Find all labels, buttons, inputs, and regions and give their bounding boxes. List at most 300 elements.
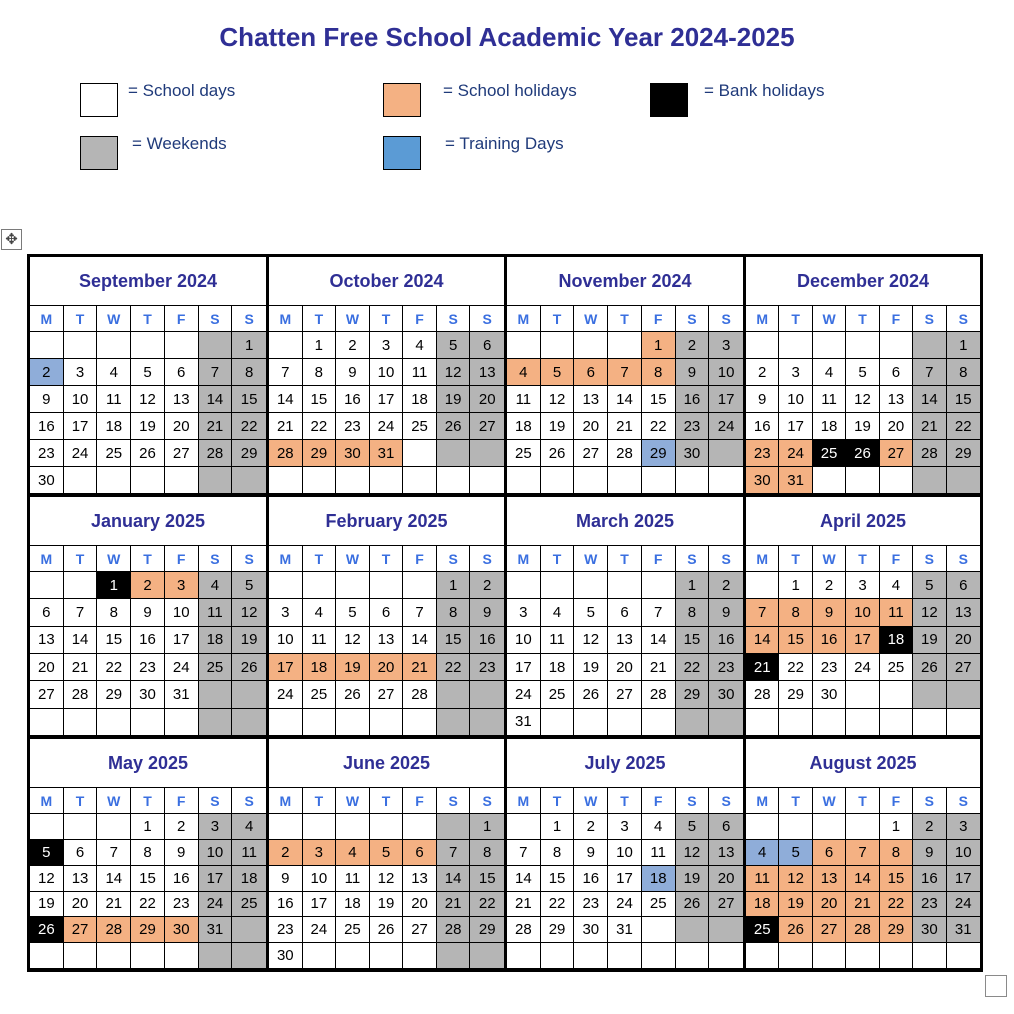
day-cell: 4 xyxy=(642,814,676,840)
day-cell: 9 xyxy=(813,599,846,626)
day-cell: 24 xyxy=(199,892,233,918)
day-cell: 4 xyxy=(336,840,370,866)
day-cell: 8 xyxy=(437,599,471,626)
weekday-header: S xyxy=(470,546,504,572)
day-cell: 12 xyxy=(846,386,879,413)
day-cell: 23 xyxy=(269,917,303,943)
day-cell: 23 xyxy=(813,654,846,681)
day-cell: 6 xyxy=(709,814,743,840)
empty-cell xyxy=(336,814,370,840)
day-cell: 22 xyxy=(437,654,471,681)
day-cell: 19 xyxy=(437,386,471,413)
day-cell: 8 xyxy=(947,359,980,386)
day-cell: 2 xyxy=(746,359,779,386)
legend-school-holidays xyxy=(383,83,577,117)
day-cell: 24 xyxy=(269,681,303,708)
month-title: May 2025 xyxy=(107,752,189,773)
day-cell: 28 xyxy=(913,440,946,467)
empty-cell xyxy=(947,681,980,708)
day-cell: 19 xyxy=(370,892,404,918)
day-cell: 14 xyxy=(437,866,471,892)
day-cell: 14 xyxy=(608,386,642,413)
day-cell: 18 xyxy=(746,892,779,918)
weekday-header: M xyxy=(507,306,541,332)
day-cell: 12 xyxy=(437,359,471,386)
empty-cell xyxy=(813,467,846,494)
day-cell: 26 xyxy=(232,654,266,681)
empty-cell xyxy=(97,467,131,494)
day-cell: 30 xyxy=(30,467,64,494)
day-cell: 25 xyxy=(336,917,370,943)
day-cell: 7 xyxy=(642,599,676,626)
day-cell: 11 xyxy=(746,866,779,892)
day-cell: 24 xyxy=(165,654,199,681)
day-cell: 10 xyxy=(199,840,233,866)
day-cell: 7 xyxy=(269,359,303,386)
day-cell: 23 xyxy=(574,892,608,918)
weekday-header: T xyxy=(541,788,575,814)
day-cell: 14 xyxy=(97,866,131,892)
weekday-header: T xyxy=(64,546,98,572)
month-block xyxy=(746,257,980,497)
day-cell: 27 xyxy=(165,440,199,467)
empty-cell xyxy=(30,332,64,359)
day-cell: 4 xyxy=(303,599,337,626)
weekday-header: S xyxy=(470,306,504,332)
day-cell: 27 xyxy=(370,681,404,708)
empty-cell xyxy=(232,467,266,494)
day-cell: 7 xyxy=(199,359,233,386)
empty-cell xyxy=(541,709,575,736)
empty-cell xyxy=(470,709,504,736)
day-cell: 21 xyxy=(97,892,131,918)
day-cell: 13 xyxy=(608,627,642,654)
empty-cell xyxy=(913,467,946,494)
day-cell: 9 xyxy=(165,840,199,866)
day-cell: 26 xyxy=(676,892,710,918)
day-cell: 16 xyxy=(470,627,504,654)
month-title: October 2024 xyxy=(329,270,444,291)
empty-cell xyxy=(370,814,404,840)
day-cell: 13 xyxy=(403,866,437,892)
weekday-header: T xyxy=(370,546,404,572)
day-cell: 28 xyxy=(199,440,233,467)
empty-cell xyxy=(507,467,541,494)
weekday-header: S xyxy=(676,788,710,814)
day-cell: 3 xyxy=(64,359,98,386)
day-cell: 28 xyxy=(269,440,303,467)
weekday-header: T xyxy=(608,788,642,814)
day-cell: 22 xyxy=(676,654,710,681)
empty-cell xyxy=(574,332,608,359)
empty-cell xyxy=(269,332,303,359)
day-cell: 5 xyxy=(370,840,404,866)
empty-cell xyxy=(947,943,980,969)
day-cell: 18 xyxy=(813,413,846,440)
day-cell: 20 xyxy=(370,654,404,681)
month-grid xyxy=(746,545,980,736)
weekday-header: W xyxy=(813,306,846,332)
day-cell: 14 xyxy=(199,386,233,413)
day-cell: 27 xyxy=(470,413,504,440)
day-cell: 15 xyxy=(470,866,504,892)
empty-cell xyxy=(880,943,913,969)
weekday-header: S xyxy=(947,546,980,572)
day-cell: 25 xyxy=(403,413,437,440)
empty-cell xyxy=(709,440,743,467)
day-cell: 25 xyxy=(199,654,233,681)
weekday-header: F xyxy=(642,306,676,332)
day-cell: 6 xyxy=(30,599,64,626)
day-cell: 5 xyxy=(30,840,64,866)
day-cell: 13 xyxy=(709,840,743,866)
day-cell: 27 xyxy=(608,681,642,708)
empty-cell xyxy=(913,681,946,708)
day-cell: 17 xyxy=(165,627,199,654)
day-cell: 12 xyxy=(30,866,64,892)
empty-cell xyxy=(709,943,743,969)
day-cell: 8 xyxy=(232,359,266,386)
month-title: January 2025 xyxy=(90,510,206,531)
day-cell: 25 xyxy=(880,654,913,681)
legend-school-days xyxy=(80,83,235,117)
empty-cell xyxy=(574,467,608,494)
day-cell: 14 xyxy=(403,627,437,654)
day-cell: 18 xyxy=(97,413,131,440)
day-cell: 29 xyxy=(303,440,337,467)
empty-cell xyxy=(437,681,471,708)
day-cell: 21 xyxy=(507,892,541,918)
day-cell: 7 xyxy=(437,840,471,866)
day-cell: 31 xyxy=(370,440,404,467)
day-cell: 13 xyxy=(165,386,199,413)
empty-cell xyxy=(437,467,471,494)
day-cell: 9 xyxy=(746,386,779,413)
empty-cell xyxy=(507,332,541,359)
weekday-header: W xyxy=(97,306,131,332)
day-cell: 10 xyxy=(64,386,98,413)
weekday-header: S xyxy=(947,306,980,332)
day-cell: 29 xyxy=(947,440,980,467)
day-cell: 6 xyxy=(880,359,913,386)
day-cell: 1 xyxy=(947,332,980,359)
weekday-header: S xyxy=(913,306,946,332)
empty-cell xyxy=(64,709,98,736)
month-block xyxy=(269,257,507,497)
day-cell: 14 xyxy=(642,627,676,654)
empty-cell xyxy=(507,814,541,840)
empty-cell xyxy=(709,709,743,736)
day-cell: 7 xyxy=(846,840,879,866)
weekday-header: S xyxy=(676,306,710,332)
empty-cell xyxy=(813,943,846,969)
empty-cell xyxy=(746,814,779,840)
day-cell: 9 xyxy=(913,840,946,866)
day-cell: 8 xyxy=(541,840,575,866)
day-cell: 5 xyxy=(676,814,710,840)
empty-cell xyxy=(437,814,471,840)
day-cell: 21 xyxy=(64,654,98,681)
weekday-header: T xyxy=(846,306,879,332)
day-cell: 23 xyxy=(336,413,370,440)
day-cell: 24 xyxy=(507,681,541,708)
empty-cell xyxy=(403,572,437,599)
empty-cell xyxy=(199,332,233,359)
calendar-table xyxy=(27,254,983,972)
day-cell: 15 xyxy=(97,627,131,654)
day-cell: 22 xyxy=(97,654,131,681)
day-cell: 28 xyxy=(437,917,471,943)
day-cell: 2 xyxy=(574,814,608,840)
day-cell: 28 xyxy=(642,681,676,708)
month-block xyxy=(30,497,269,739)
day-cell: 18 xyxy=(199,627,233,654)
day-cell: 23 xyxy=(30,440,64,467)
day-cell: 31 xyxy=(947,917,980,943)
empty-cell xyxy=(199,467,233,494)
empty-cell xyxy=(709,917,743,943)
empty-cell xyxy=(541,572,575,599)
day-cell: 11 xyxy=(97,386,131,413)
day-cell: 6 xyxy=(370,599,404,626)
empty-cell xyxy=(336,709,370,736)
month-grid xyxy=(269,787,504,969)
day-cell: 4 xyxy=(507,359,541,386)
day-cell: 25 xyxy=(232,892,266,918)
day-cell: 24 xyxy=(608,892,642,918)
day-cell: 8 xyxy=(779,599,812,626)
month-grid xyxy=(30,787,266,969)
month-block xyxy=(507,497,746,739)
day-cell: 5 xyxy=(913,572,946,599)
weekday-header: T xyxy=(131,788,165,814)
day-cell: 19 xyxy=(846,413,879,440)
month-block xyxy=(507,257,746,497)
empty-cell xyxy=(507,572,541,599)
day-cell: 4 xyxy=(232,814,266,840)
day-cell: 19 xyxy=(541,413,575,440)
day-cell: 31 xyxy=(507,709,541,736)
day-cell: 22 xyxy=(880,892,913,918)
day-cell: 1 xyxy=(303,332,337,359)
day-cell: 9 xyxy=(676,359,710,386)
weekday-header: W xyxy=(574,306,608,332)
day-cell: 17 xyxy=(269,654,303,681)
day-cell: 27 xyxy=(30,681,64,708)
day-cell: 11 xyxy=(642,840,676,866)
day-cell: 5 xyxy=(437,332,471,359)
weekday-header: T xyxy=(370,306,404,332)
empty-cell xyxy=(437,440,471,467)
empty-cell xyxy=(846,681,879,708)
legend-training-days xyxy=(383,136,564,170)
day-cell: 27 xyxy=(403,917,437,943)
day-cell: 16 xyxy=(676,386,710,413)
day-cell: 5 xyxy=(336,599,370,626)
weekday-header: T xyxy=(370,788,404,814)
month-title: August 2025 xyxy=(809,752,917,773)
empty-cell xyxy=(880,709,913,736)
empty-cell xyxy=(131,709,165,736)
day-cell: 30 xyxy=(709,681,743,708)
empty-cell xyxy=(336,943,370,969)
day-cell: 30 xyxy=(574,917,608,943)
day-cell: 16 xyxy=(813,627,846,654)
empty-cell xyxy=(608,332,642,359)
day-cell: 14 xyxy=(64,627,98,654)
day-cell: 2 xyxy=(813,572,846,599)
table-resize-handle[interactable] xyxy=(985,975,1007,997)
day-cell: 9 xyxy=(336,359,370,386)
day-cell: 29 xyxy=(676,681,710,708)
weekday-header: M xyxy=(269,306,303,332)
day-cell: 19 xyxy=(232,627,266,654)
day-cell: 22 xyxy=(541,892,575,918)
day-cell: 25 xyxy=(303,681,337,708)
day-cell: 8 xyxy=(676,599,710,626)
day-cell: 18 xyxy=(303,654,337,681)
weekday-header: T xyxy=(608,546,642,572)
page-title: Chatten Free School Academic Year 2024-2025 xyxy=(219,22,795,52)
month-block xyxy=(269,739,507,969)
day-cell: 1 xyxy=(642,332,676,359)
empty-cell xyxy=(403,943,437,969)
day-cell: 20 xyxy=(608,654,642,681)
month-grid xyxy=(507,545,743,736)
empty-cell xyxy=(676,917,710,943)
month-title: April 2025 xyxy=(819,510,907,531)
day-cell: 20 xyxy=(813,892,846,918)
day-cell: 12 xyxy=(131,386,165,413)
day-cell: 22 xyxy=(470,892,504,918)
day-cell: 19 xyxy=(913,627,946,654)
month-block xyxy=(30,257,269,497)
day-cell: 15 xyxy=(131,866,165,892)
day-cell: 9 xyxy=(709,599,743,626)
weekday-header: S xyxy=(232,788,266,814)
empty-cell xyxy=(676,709,710,736)
day-cell: 17 xyxy=(64,413,98,440)
day-cell: 25 xyxy=(642,892,676,918)
empty-cell xyxy=(370,572,404,599)
weekday-header: F xyxy=(880,306,913,332)
day-cell: 20 xyxy=(165,413,199,440)
day-cell: 30 xyxy=(131,681,165,708)
day-cell: 9 xyxy=(131,599,165,626)
day-cell: 3 xyxy=(608,814,642,840)
day-cell: 11 xyxy=(403,359,437,386)
day-cell: 21 xyxy=(608,413,642,440)
empty-cell xyxy=(779,814,812,840)
weekday-header: S xyxy=(437,306,471,332)
empty-cell xyxy=(303,709,337,736)
empty-cell xyxy=(642,572,676,599)
empty-cell xyxy=(608,943,642,969)
day-cell: 17 xyxy=(846,627,879,654)
weekday-header: T xyxy=(846,546,879,572)
school-holidays-swatch xyxy=(383,83,421,117)
day-cell: 7 xyxy=(64,599,98,626)
day-cell: 16 xyxy=(269,892,303,918)
weekday-header: M xyxy=(269,788,303,814)
day-cell: 28 xyxy=(97,917,131,943)
empty-cell xyxy=(947,709,980,736)
empty-cell xyxy=(779,332,812,359)
day-cell: 16 xyxy=(574,866,608,892)
empty-cell xyxy=(30,814,64,840)
day-cell: 14 xyxy=(269,386,303,413)
day-cell: 10 xyxy=(269,627,303,654)
empty-cell xyxy=(303,943,337,969)
day-cell: 6 xyxy=(64,840,98,866)
empty-cell xyxy=(303,467,337,494)
month-block xyxy=(30,739,269,969)
day-cell: 18 xyxy=(403,386,437,413)
weekday-header: F xyxy=(880,546,913,572)
month-title: December 2024 xyxy=(796,270,930,291)
month-grid xyxy=(746,305,980,494)
empty-cell xyxy=(165,709,199,736)
day-cell: 25 xyxy=(541,681,575,708)
day-cell: 24 xyxy=(64,440,98,467)
day-cell: 17 xyxy=(608,866,642,892)
day-cell: 16 xyxy=(913,866,946,892)
day-cell: 3 xyxy=(507,599,541,626)
day-cell: 3 xyxy=(779,359,812,386)
day-cell: 4 xyxy=(199,572,233,599)
day-cell: 13 xyxy=(470,359,504,386)
day-cell: 17 xyxy=(507,654,541,681)
day-cell: 13 xyxy=(574,386,608,413)
day-cell: 12 xyxy=(232,599,266,626)
day-cell: 26 xyxy=(541,440,575,467)
day-cell: 19 xyxy=(30,892,64,918)
day-cell: 18 xyxy=(880,627,913,654)
day-cell: 10 xyxy=(608,840,642,866)
day-cell: 20 xyxy=(574,413,608,440)
empty-cell xyxy=(608,467,642,494)
weekday-header: F xyxy=(165,788,199,814)
day-cell: 15 xyxy=(232,386,266,413)
day-cell: 23 xyxy=(913,892,946,918)
day-cell: 6 xyxy=(165,359,199,386)
month-grid xyxy=(269,305,504,494)
day-cell: 24 xyxy=(303,917,337,943)
day-cell: 13 xyxy=(813,866,846,892)
day-cell: 6 xyxy=(470,332,504,359)
day-cell: 4 xyxy=(746,840,779,866)
day-cell: 4 xyxy=(97,359,131,386)
day-cell: 21 xyxy=(642,654,676,681)
day-cell: 30 xyxy=(165,917,199,943)
weekday-header: T xyxy=(541,306,575,332)
day-cell: 7 xyxy=(507,840,541,866)
day-cell: 23 xyxy=(131,654,165,681)
day-cell: 8 xyxy=(131,840,165,866)
weekday-header: T xyxy=(541,546,575,572)
day-cell: 24 xyxy=(846,654,879,681)
day-cell: 12 xyxy=(336,627,370,654)
day-cell: 19 xyxy=(676,866,710,892)
empty-cell xyxy=(642,709,676,736)
day-cell: 21 xyxy=(846,892,879,918)
day-cell: 13 xyxy=(64,866,98,892)
day-cell: 9 xyxy=(269,866,303,892)
day-cell: 8 xyxy=(97,599,131,626)
table-move-handle-icon[interactable]: ✥ xyxy=(1,229,22,250)
day-cell: 22 xyxy=(303,413,337,440)
weekday-header: T xyxy=(131,306,165,332)
